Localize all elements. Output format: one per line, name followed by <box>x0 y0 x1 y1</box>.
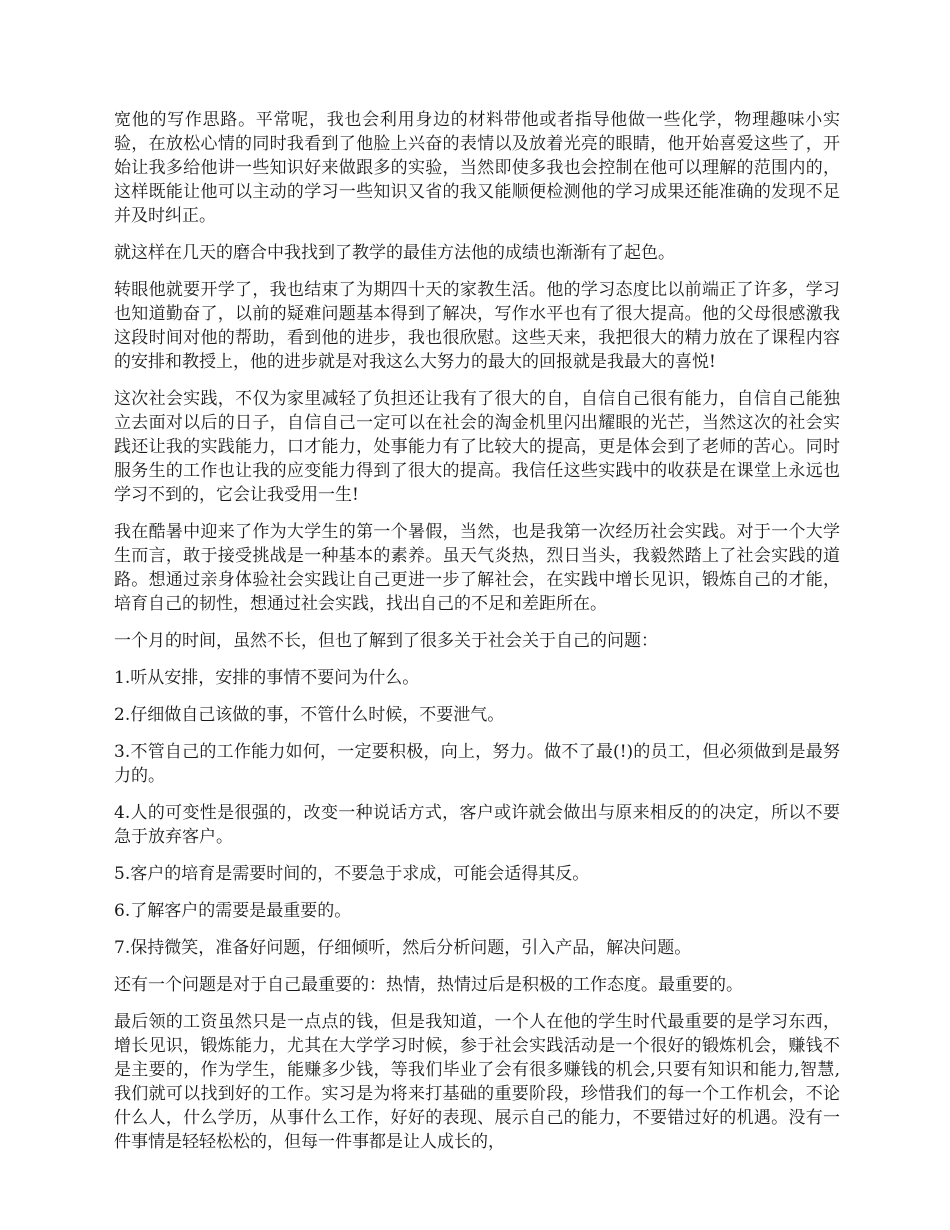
list-item-3: 3.不管自己的工作能力如何，一定要积极，向上，努力。做不了最(!)的员工，但必须做到是最努力的。 <box>114 742 840 786</box>
list-item-6: 6.了解客户的需要是最重要的。 <box>114 901 352 921</box>
paragraph-writing-ideas: 宽他的写作思路。平常呢，我也会利用身边的材料带他或者指导他做一些化学，物理趣味小实验，在放松心情的同时我看到了他脸上兴奋的表情以及放着光亮的眼睛，他开始喜爱这些了，开始让我多给他讲一些知识好来做跟多的实验，当然即使多我也会控制在他可以理解的范围内的，这样既能让他可以主动的学习一些知识又省的我又能顺便检测他的学习成果还能准确的发现不足并及时纠正。 <box>114 110 840 226</box>
paragraph-final-wages: 最后领的工资虽然只是一点点的钱，但是我知道，一个人在他的学生时代最重要的是学习东西，增长见识，锻炼能力，尤其在大学学习时候，参于社会实践活动是一个很好的锻炼机会，赚钱不是主要的，作为学生，能赚多少钱，等我们毕业了会有很多赚钱的机会,只要有知识和能力,智慧,我们就可以找到好的工作。实习是为将来打基础的重要阶段，珍惜我们的每一个工作机会，不论什么人，什么学历，从事什么工作，好好的表现、展示自己的能力，不要错过好的机遇。没有一件事情是轻轻松松的，但每一件事都是让人成长的， <box>114 1012 840 1152</box>
list-item-5: 5.客户的培育是需要时间的，不要急于求成，可能会适得其反。 <box>114 864 590 884</box>
paragraph-teaching-method: 就这样在几天的磨合中我找到了教学的最佳方法他的成绩也渐渐有了起色。 <box>114 243 675 263</box>
paragraph-summer-practice: 我在酷暑中迎来了作为大学生的第一个暑假，当然，也是我第一次经历社会实践。对于一个大学生而言，敢于接受挑战是一种基本的素养。虽天气炎热，烈日当头，我毅然踏上了社会实践的道路。想通过亲身体验社会实践让自己更进一步了解社会，在实践中增长见识，锻炼自己的才能，培育自己的韧性，想通过社会实践，找出自己的不足和差距所在。 <box>114 522 840 614</box>
paragraph-enthusiasm: 还有一个问题是对于自己最重要的：热情，热情过后是积极的工作态度。最重要的。 <box>114 975 743 995</box>
list-item-4: 4.人的可变性是很强的，改变一种说话方式，客户或许就会做出与原来相反的的决定，所以不要急于放弃客户。 <box>114 803 840 847</box>
list-item-2: 2.仔细做自己该做的事，不管什么时候，不要泄气。 <box>114 705 505 725</box>
list-item-7: 7.保持微笑，准备好问题，仔细倾听，然后分析问题，引入产品，解决问题。 <box>114 938 692 958</box>
list-item-1: 1.听从安排，安排的事情不要问为什么。 <box>114 668 420 688</box>
paragraph-practice-gains: 这次社会实践，不仅为家里减轻了负担还让我有了很大的自，自信自己很有能力，自信自己能独立去面对以后的日子，自信自己一定可以在社会的淘金机里闪出耀眼的光芒，当然这次的社会实践还让我的实践能力，口才能力，处事能力有了比较大的提高，更是体会到了老师的苦心。同时服务生的工作也让我的应变能力得到了很大的提高。我信任这些实践中的收获是在课堂上永远也学习不到的，它会让我受用一生! <box>114 389 840 505</box>
paragraph-tutoring-end: 转眼他就要开学了，我也结束了为期四十天的家教生活。他的学习态度比以前端正了许多，学习也知道勤奋了，以前的疑难问题基本得到了解决，写作水平也有了很大提高。他的父母很感激我这段时间对他的帮助，看到他的进步，我也很欣慰。这些天来，我把很大的精力放在了课程内容的安排和教授上，他的进步就是对我这么大努力的最大的回报就是我最大的喜悦! <box>114 280 840 372</box>
document-page <box>114 108 840 1167</box>
paragraph-month-lessons: 一个月的时间，虽然不长，但也了解到了很多关于社会关于自己的问题： <box>114 631 658 651</box>
